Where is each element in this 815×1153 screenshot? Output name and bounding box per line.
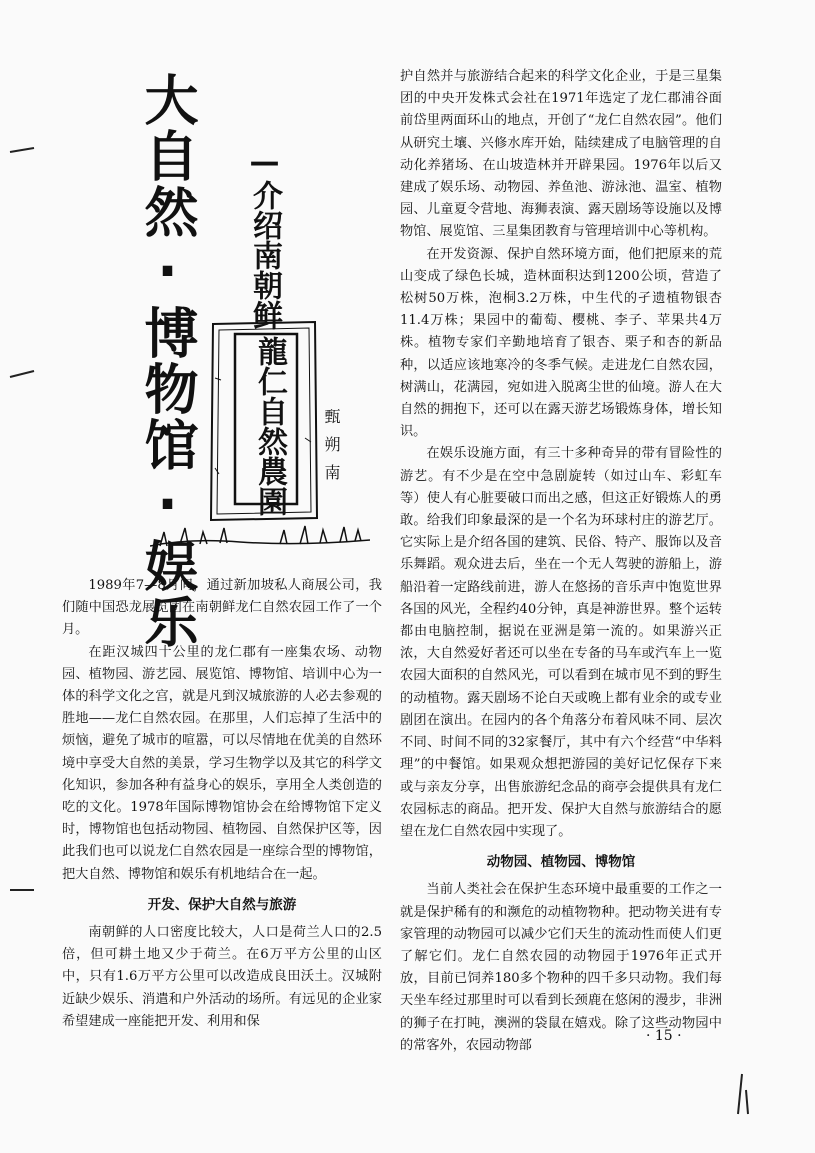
right-column bbox=[400, 66, 722, 1057]
author-name: 甄朔南 bbox=[322, 408, 341, 492]
paragraph: 南朝鲜的人口密度比较大，人口是荷兰人口的2.5倍，但可耕土地又少于荷兰。在6万平方公里的山区中，只有1.6万平方公里可以改造成良田沃土。汉城附近缺少娱乐、消遣和户外活动的场所。有远见的企业家希望建成一座能把开发、利用和保 bbox=[62, 925, 382, 1029]
margin-mark bbox=[8, 140, 38, 160]
margin-mark bbox=[8, 880, 38, 900]
paragraph: 1989年7—8月间，通过新加坡私人商展公司，我们随中国恐龙展览团在南朝鲜龙仁自然农园工作了一个月。 bbox=[62, 578, 382, 638]
paragraph: 护自然并与旅游结合起来的科学文化企业，于是三星集团的中央开发株式会社在1971年选定了龙仁郡浦谷面前岱里两面环山的地点，开创了“龙仁自然农园”。他们从研究土壤、兴修水库开始，陆续建成了电脑管理的自动化养猪场、在山坡造林并开辟果园。1976年以后又建成了娱乐场、动物园、养鱼池、游泳池、温室、植物园、儿童夏令营地、海狮表演、露天剧场等设施以及博物馆、展览馆、三星集团教育与管理培训中心等机构。 bbox=[400, 69, 722, 240]
paragraph: 在距汉城四十公里的龙仁郡有一座集农场、动物园、植物园、游艺园、展览馆、博物馆、培训中心为一体的科学文化之宫，就是凡到汉城旅游的人必去参观的胜地——龙仁自然农园。在那里，人们忘掉了生活中的烦恼，避免了城市的喧嚣，可以尽情地在优美的自然环境中享受大自然的美景，学习生物学以及其它的科学文化知识，参加各种有益身心的娱乐，享用全人类创造的吃的文化。1978年国际博物馆协会在给博物馆下定义时，博物馆也包括动物园、植物园、自然保护区等，因此我们也可以说龙仁自然农园是一座综合型的博物馆，把大自然、博物馆和娱乐有机地结合在一起。 bbox=[62, 644, 382, 882]
paragraph: 在开发资源、保护自然环境方面，他们把原来的荒山变成了绿色长城，造林面积达到1200公顷，营造了松树50万株，泡桐3.2万株，中生代的孑遗植物银杏11.4万株；果园中的葡萄、樱桃、李子、苹果共4万株。植物专家们辛勤地培育了银杏、栗子和杏的新品种，以适应该地寒冷的冬季气候。走进龙仁自然农园，树满山，花满园，宛如进入脱离尘世的仙境。游人在大自然的拥抱下，还可以在露天游艺场锻炼身体，增长知识。 bbox=[400, 246, 722, 440]
stone-inscription: 龍仁自然農園 bbox=[252, 336, 287, 516]
margin-mark bbox=[8, 365, 38, 385]
paragraph: 在娱乐设施方面，有三十多种奇异的带有冒险性的游艺。有不少是在空中急剧旋转（如过山车、彩虹车等）使人有心脏要破口而出之感，但这正好锻炼人的勇敢。给我们印象最深的是一个名为环球村庄的游艺厅。它实际上是介绍各国的建筑、民俗、特产、服饰以及音乐舞蹈。观众进去后，坐在一个无人驾驶的游船上，游船沿着一定路线前进，游人在悠扬的音乐声中饱览世界各国的风光，全程约40分钟，真是神游世界。整个运转都由电脑控制，据说在亚洲是第一流的。如果游兴正浓，大自然爱好者还可以坐在专备的马车或汽车上一览农园大面积的自然风光，可以看到在城市见不到的野生的动植物。露天剧场不论白天或晚上都有业余的或专业剧团在演出。在园内的各个角落分布着风味不同、层次不同、时间不同的32家餐厅，其中有六个经营“中华料理”的中餐馆。如果观众想把游园的美好记忆保存下来或与亲友分享，出售旅游纪念品的商亭会提供具有龙仁农园标志的商品。把开发、保护大自然与旅游结合的愿望在龙仁自然农园中实现了。 bbox=[400, 446, 722, 839]
page-number: · 15 · bbox=[646, 1028, 682, 1044]
stone-monument-illustration bbox=[205, 318, 323, 526]
section-heading: 动物园、植物园、博物馆 bbox=[486, 854, 636, 871]
section-heading: 开发、保护大自然与旅游 bbox=[147, 896, 297, 913]
article-title: 大自然·博物馆·娱乐 bbox=[136, 72, 199, 650]
article-subtitle: —介绍南朝鲜 bbox=[247, 145, 282, 330]
grass-illustration bbox=[150, 516, 370, 556]
margin-mark bbox=[730, 1070, 760, 1120]
left-column bbox=[62, 575, 382, 1033]
paragraph: 当前人类社会在保护生态环境中最重要的工作之一就是保护稀有的和濒危的动植物物种。把动物关进有专家管理的动物园可以减少它们天生的流动性而使人们更了解它们。龙仁自然农园的动物园于1976年正式开放，目前已饲养180多个物种的四千多只动物。我们每天坐车经过那里时可以看到长颈鹿在悠闲的漫步，非洲的狮子在打盹，澳洲的袋鼠在嬉戏。除了这些动物园中的常客外，农园动物部 bbox=[400, 882, 722, 1053]
